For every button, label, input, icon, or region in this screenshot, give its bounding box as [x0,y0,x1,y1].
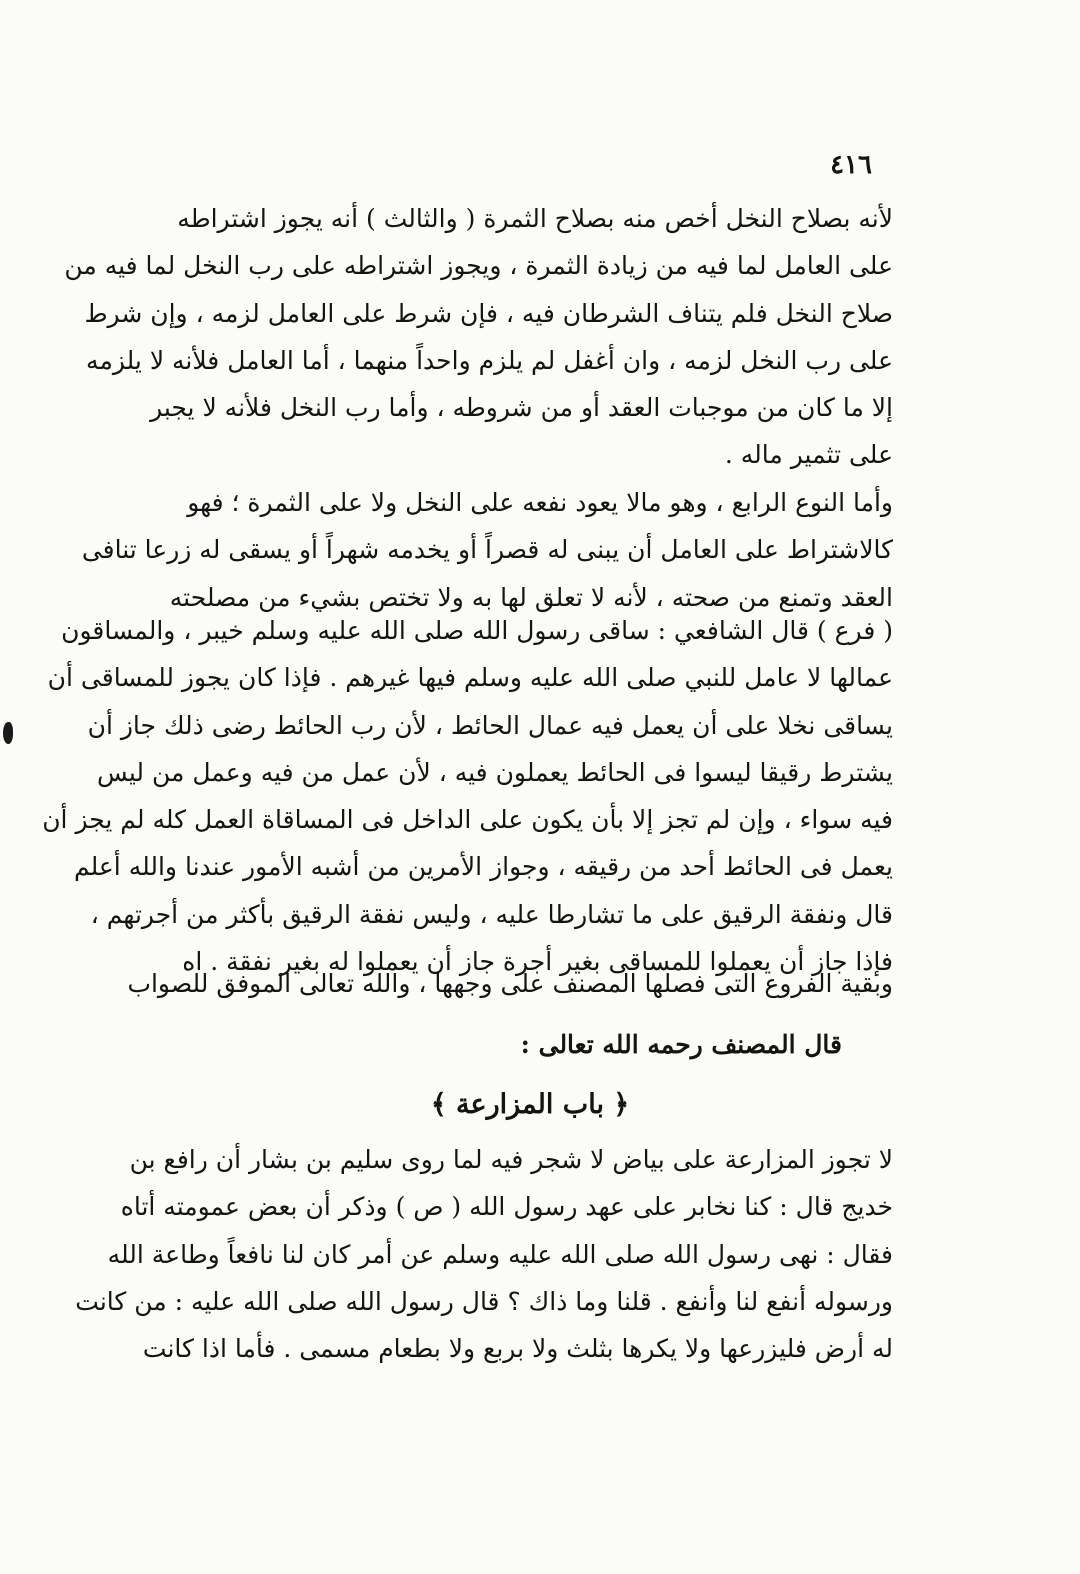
paragraph-remaining-branches [127,960,893,1007]
text-line: يعمل فى الحائط أحد من رقيقه ، وجواز الأمرين من أشبه الأمور عندنا والله أعلم [73,852,893,882]
text-line: يساقى نخلا على أن يعمل فيه عمال الحائط ، لأن رب الحائط رضى ذلك جاز أن [87,710,893,740]
text-line: على تثمير ماله . [724,440,893,470]
text-line: ( فرع ) قال الشافعي : ساقى رسول الله صلى الله عليه وسلم خيبر ، والمساقون [61,616,893,645]
text-line: فيه سواء ، وإن لم تجز إلا بأن يكون على الداخل فى المساقاة العمل كله لم يجز أن [42,805,893,835]
text-line: فقال : نهى رسول الله صلى الله عليه وسلم عن أمر كان لنا نافعاً وطاعة الله [107,1239,893,1269]
text-line: قال ونفقة الرقيق على ما تشارطا عليه ، وليس نفقة الرقيق بأكثر من أجرتهم ، [90,899,893,929]
text-line: لا تجوز المزارعة على بياض لا شجر فيه لما روى سليم بن بشار أن رافع بن [129,1145,893,1174]
text-line: صلاح النخل فلم يتناف الشرطان فيه ، فإن شرط على العامل لزمه ، وإن شرط [84,298,893,328]
text-line: يشترط رقيقا ليسوا فى الحائط يعملون فيه ، لأن عمل من فيه وعمل من ليس [97,757,893,787]
text-line: وأما النوع الرابع ، وهو مالا يعود نفعه على النخل ولا على الثمرة ؛ فهو [187,488,893,517]
text-line: له أرض فليزرعها ولا يكرها بثلث ولا بربع ولا بطعام مسمى . فأما اذا كانت [142,1334,893,1364]
text-line: على رب النخل لزمه ، وان أغفل لم يلزم واحداً منهما ، أما العامل فلأنه لا يلزمه [86,345,893,375]
text-line: خديج قال : كنا نخابر على عهد رسول الله ( ص ) وذكر أن بعض عمومته أتاه [120,1192,893,1222]
text-line: كالاشتراط على العامل أن يبنى له قصراً أو يخدمه شهراً أو يسقى له زرعا تنافى [81,535,893,565]
text-line: فإذا جاز أن يعملوا للمساقى بغير أجرة جاز أن يعملوا له بغير نفقة . اه [182,947,893,977]
text-line: عمالها لا عامل للنبي صلى الله عليه وسلم فيها غيرهم . فإذا كان يجوز للمساقى أن [47,663,893,693]
paragraph-fourth-type [81,479,893,621]
chapter-title: ﴿ باب المزارعة ﴾ [430,1089,630,1120]
scan-speck [3,722,13,744]
text-line: على العامل لما فيه من زيادة الثمرة ، ويجوز اشتراطه على رب النخل لما فيه من [64,251,893,281]
paragraph-muzaraa [75,1136,893,1372]
paragraph-third-condition [64,195,893,479]
text-line: ورسوله أنفع لنا وأنفع . قلنا وما ذاك ؟ قال رسول الله صلى الله عليه : من كانت [75,1286,893,1316]
text-line: لأنه بصلاح النخل أخص منه بصلاح الثمرة ( والثالث ) أنه يجوز اشتراطه [177,204,893,233]
text-line: العقد وتمنع من صحته ، لأنه لا تعلق لها به ولا تختص بشيء من مصلحته [169,582,893,612]
page-number: ٤١٦ [830,150,872,180]
text-line: وبقية الفروع التى فصلها المصنف على وجهها ، والله تعالى الموفق للصواب [127,969,893,998]
author-intro: قال المصنف رحمه الله تعالى : [520,1030,842,1059]
text-line: إلا ما كان من موجبات العقد أو من شروطه ، وأما رب النخل فلأنه لا يجبر [150,393,893,423]
paragraph-shafii-branch [42,607,893,985]
